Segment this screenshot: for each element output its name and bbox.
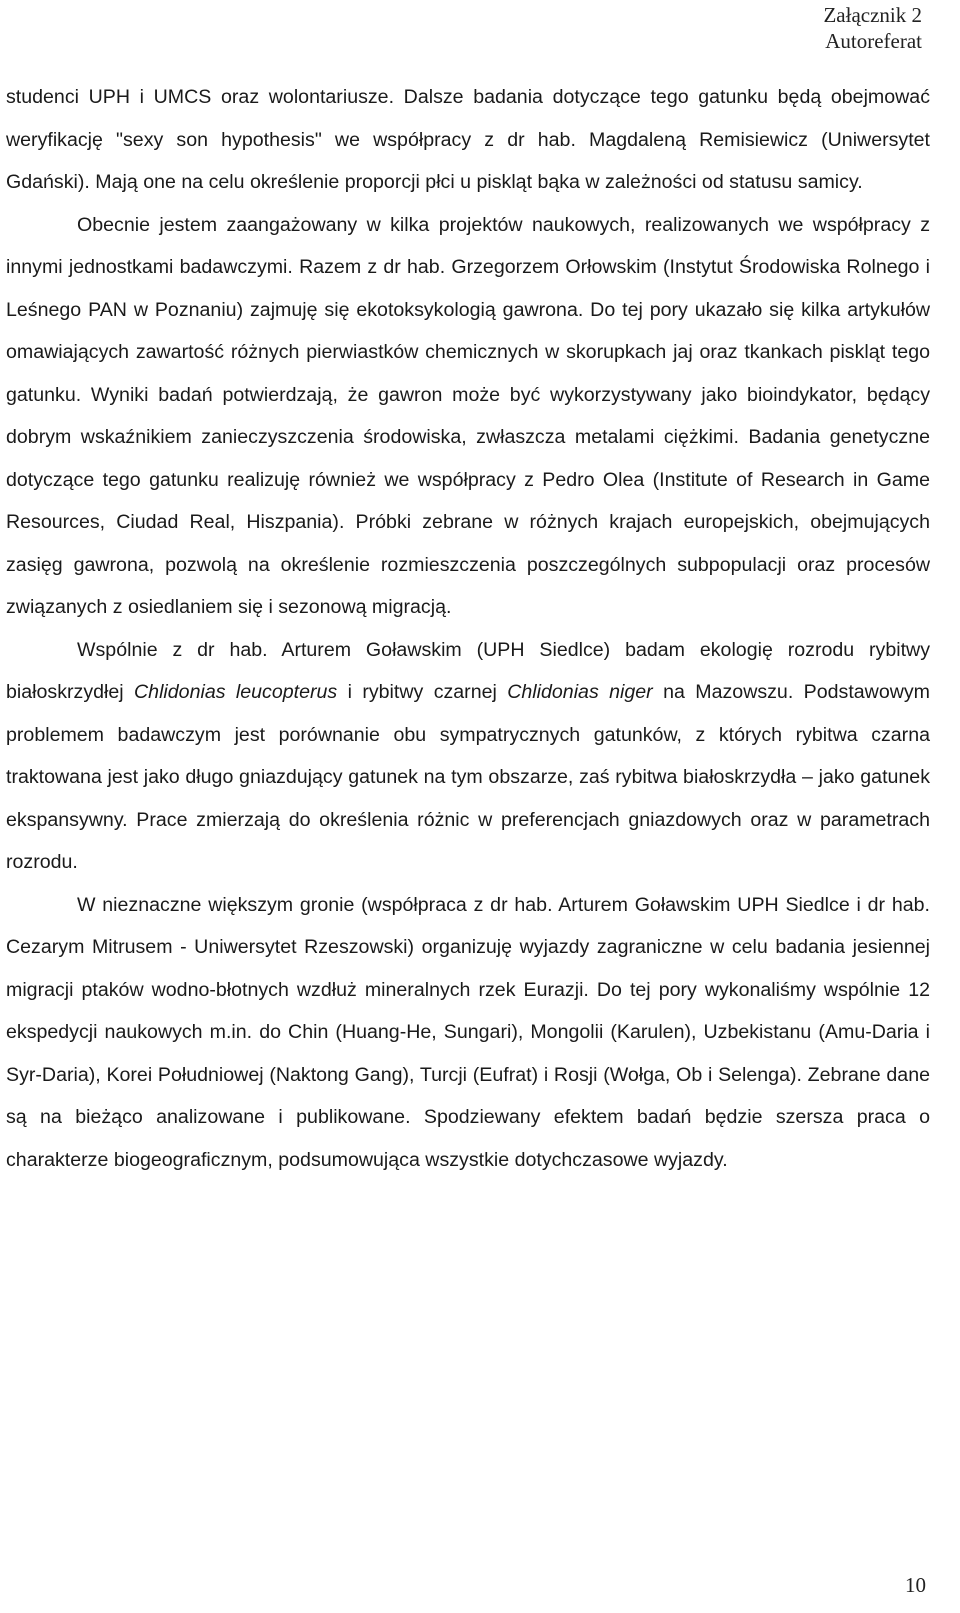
species-name-white-winged-tern: Chlidonias leucopterus — [134, 681, 338, 703]
paragraph-3-part-c: na Mazowszu. Podstawowym problemem badawczym jest porównanie obu sympatrycznych gatunków, z których rybitwa czarna traktowana jest jako długo gniazdujący gatunek na tym obszarze, zaś rybitwa białoskrzydła – jako gatunek ekspansywny. Prace zmierzają do określenia różnic w preferencjach gniazdowych oraz w parametrach rozrodu. — [6, 681, 930, 873]
paragraph-3-part-a: Wspólnie z dr hab. Arturem Goławskim (UPH Siedlce) badam ekologię rozrodu rybitwy białoskrzydłej — [6, 638, 930, 703]
page-number: 10 — [905, 1573, 926, 1597]
paragraph-4: W nieznaczne większym gronie (współpraca z dr hab. Arturem Goławskim UPH Siedlce i dr hab. Cezarym Mitrusem - Uniwersytet Rzeszowski) organizuję wyjazdy zagraniczne w celu badania jesiennej migracji ptaków wodno-błotnych wzdłuż mineralnych rzek Eurazji. Do tej pory wykonaliśmy wspólnie 12 ekspedycji naukowych m.in. do Chin (Huang-He, Sungari), Mongolii (Karulen), Uzbekistanu (Amu-Daria i Syr-Daria), Korei Południowej (Naktong Gang), Turcji (Eufrat) i Rosji (Wołga, Ob i Selenga). Zebrane dane są na bieżąco analizowane i publikowane. Spodziewany efektem badań będzie szersza praca o charakterze biogeograficznym, podsumowująca wszystkie dotychczasowe wyjazdy. — [6, 893, 930, 1171]
body-text — [6, 76, 930, 1181]
header-document-type: Autoreferat — [825, 29, 922, 53]
paragraph-3 — [6, 629, 930, 884]
species-name-black-tern: Chlidonias niger — [507, 681, 653, 703]
paragraph-3-part-b: i rybitwy czarnej — [337, 681, 508, 703]
page-header — [823, 2, 922, 54]
paragraph-1: studenci UPH i UMCS oraz wolontariusze. Dalsze badania dotyczące tego gatunku będą obejmować weryfikację "sexy son hypothesis" we współpracy z dr hab. Magdaleną Remisiewicz (Uniwersytet Gdański). Mają one na celu określenie proporcji płci u piskląt bąka w zależności od statusu samicy. — [6, 86, 930, 193]
header-attachment-label: Załącznik 2 — [823, 3, 922, 27]
paragraph-2: Obecnie jestem zaangażowany w kilka projektów naukowych, realizowanych we współpracy z innymi jednostkami badawczymi. Razem z dr hab. Grzegorzem Orłowskim (Instytut Środowiska Rolnego i Leśnego PAN w Poznaniu) zajmuję się ekotoksykologią gawrona. Do tej pory ukazało się kilka artykułów omawiających zawartość różnych pierwiastków chemicznych w skorupkach jaj oraz tkankach piskląt tego gatunku. Wyniki badań potwierdzają, że gawron może być wykorzystywany jako bioindykator, będący dobrym wskaźnikiem zanieczyszczenia środowiska, zwłaszcza metalami ciężkimi. Badania genetyczne dotyczące tego gatunku realizuję również we współpracy z Pedro Olea (Institute of Research in Game Resources, Ciudad Real, Hiszpania). Próbki zebrane w różnych krajach europejskich, obejmujących zasięg gawrona, pozwolą na określenie rozmieszczenia poszczególnych subpopulacji oraz procesów związanych z osiedlaniem się i sezonową migracją. — [6, 213, 930, 618]
